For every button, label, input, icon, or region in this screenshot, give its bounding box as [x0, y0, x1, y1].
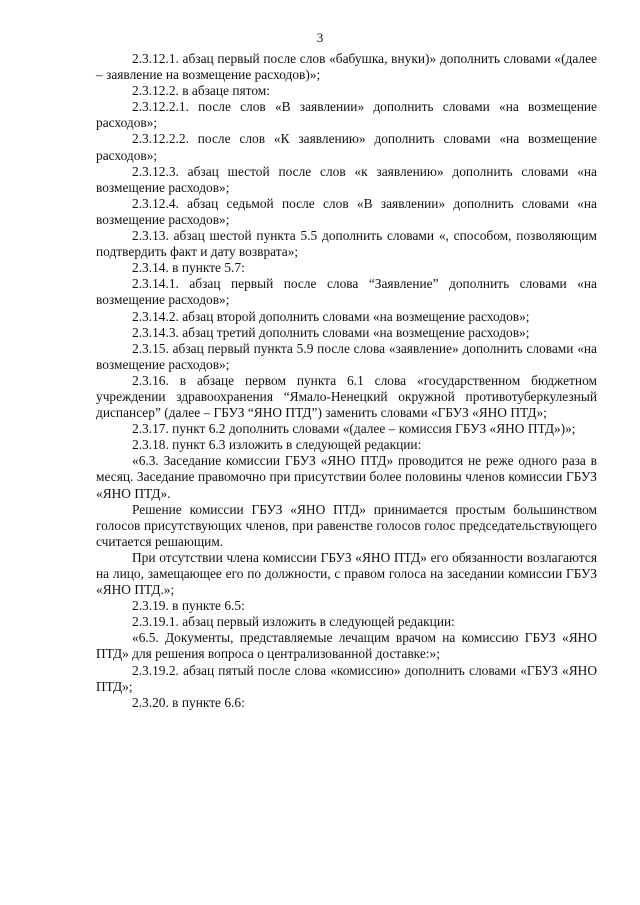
paragraph: 2.3.14. в пункте 5.7:	[132, 260, 245, 276]
paragraph: 2.3.19.1. абзац первый изложить в следующей редакции:	[132, 614, 455, 630]
page-number: 3	[316, 30, 324, 45]
paragraph: 2.3.18. пункт 6.3 изложить в следующей редакции:	[132, 437, 422, 453]
paragraph: 2.3.12.3. абзац шестой после слов «к заявлению» дополнить словами «на возмещение расходов»;	[96, 163, 597, 195]
paragraph: 2.3.12.1. абзац первый после слов «бабушка, внуки)» дополнить словами «(далее – заявление на возмещение расходов)»;	[96, 51, 597, 83]
paragraph: «6.5. Документы, представляемые лечащим врачом на комиссию ГБУЗ «ЯНО ПТД» для решения вопроса о централизованной доставке:»;	[96, 630, 597, 662]
paragraph: 2.3.19. в пункте 6.5:	[132, 598, 245, 614]
paragraph: 2.3.17. пункт 6.2 дополнить словами «(далее – комиссия ГБУЗ «ЯНО ПТД»)»;	[132, 421, 576, 437]
paragraph: 2.3.19.2. абзац пятый после слова «комиссию» дополнить словами «ГБУЗ «ЯНО ПТД»;	[96, 662, 597, 694]
paragraph: 2.3.14.2. абзац второй дополнить словами «на возмещение расходов»;	[132, 308, 530, 324]
paragraph: 2.3.16. в абзаце первом пункта 6.1 слова «государственном бюджетном учреждении здравоохранения “Ямало-Ненецкий окружной противотуберкулезный диспансер” (далее – ГБУЗ “ЯНО ПТД”) заменить словами «ГБУЗ «ЯНО ПТД»;	[96, 372, 597, 421]
paragraph: 2.3.14.3. абзац третий дополнить словами «на возмещение расходов»;	[132, 324, 530, 340]
document-body	[96, 51, 597, 711]
paragraph: 2.3.13. абзац шестой пункта 5.5 дополнить словами «, способом, позволяющим подтвердить факт и дату возврата»;	[96, 228, 597, 260]
paragraph: 2.3.15. абзац первый пункта 5.9 после слова «заявление» дополнить словами «на возмещение расходов»;	[96, 340, 597, 372]
paragraph: 2.3.12.2.1. после слов «В заявлении» дополнить словами «на возмещение расходов»;	[96, 99, 597, 131]
paragraph: «6.3. Заседание комиссии ГБУЗ «ЯНО ПТД» проводится не реже одного раза в месяц. Заседание правомочно при присутствии более половины членов комиссии ГБУЗ «ЯНО ПТД».	[96, 453, 597, 501]
paragraph: 2.3.12.2. в абзаце пятом:	[132, 83, 270, 99]
paragraph: 2.3.20. в пункте 6.6:	[132, 694, 245, 710]
paragraph: Решение комиссии ГБУЗ «ЯНО ПТД» принимается простым большинством голосов присутствующих членов, при равенстве голосов голос председательствующего считается решающим.	[96, 501, 597, 549]
paragraph: 2.3.12.4. абзац седьмой после слов «В заявлении» дополнить словами «на возмещение расходов»;	[96, 195, 597, 227]
paragraph: При отсутствии члена комиссии ГБУЗ «ЯНО ПТД» его обязанности возлагаются на лицо, замещающее его по должности, с правом голоса на заседании комиссии ГБУЗ «ЯНО ПТД.»;	[96, 549, 597, 598]
paragraph: 2.3.14.1. абзац первый после слова “Заявление” дополнить словами «на возмещение расходов»;	[96, 276, 597, 308]
paragraph: 2.3.12.2.2. после слов «К заявлению» дополнить словами «на возмещение расходов»;	[96, 131, 597, 163]
